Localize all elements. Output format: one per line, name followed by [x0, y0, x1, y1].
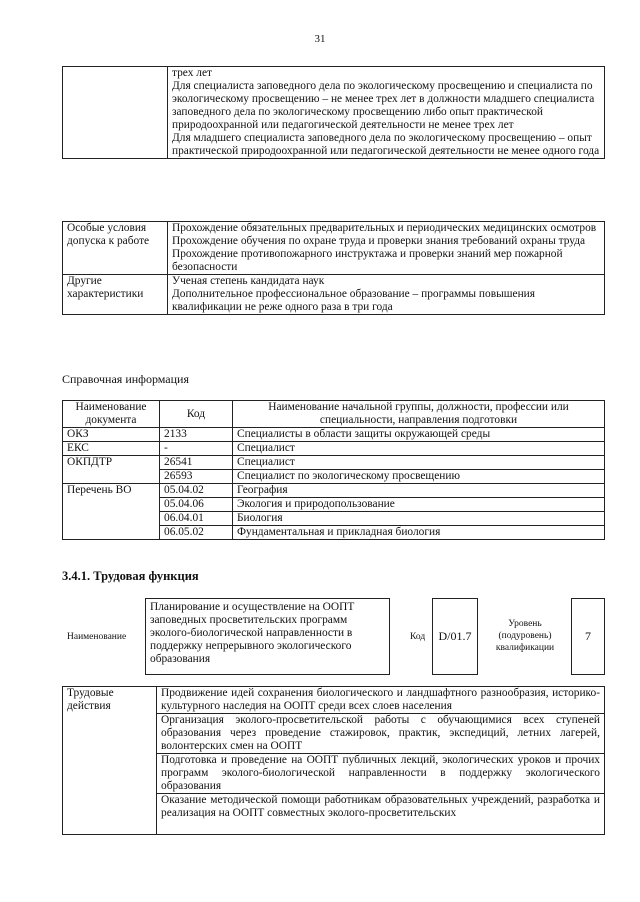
- function-level-value: [571, 598, 605, 675]
- table-row: [63, 442, 605, 456]
- labor-action-item: Организация эколого-просветительской работы с обучающимися всех ступеней образования через проведение стажировок, практик, экспедиций, летних лагерей, волонтерских смен на ООПТ: [157, 714, 605, 754]
- cell-name: Специалисты в области защиты окружающей среды: [233, 428, 605, 442]
- cell-code: 06.04.01: [160, 512, 233, 526]
- function-name-value: Планирование и осуществление на ООПТ заповедных просветительских программ эколого-биологической направленности в поддержку непрерывного экологического образования: [145, 598, 390, 675]
- header-code: Код: [160, 401, 233, 428]
- cell-name: Биология: [233, 512, 605, 526]
- table-row: [63, 687, 605, 714]
- table-row: [63, 498, 605, 512]
- labor-action-item: Подготовка и проведение на ООПТ публичных лекций, экологических уроков и прочих программ эколого-биологической направленности в поддержку экологического образования: [157, 754, 605, 794]
- cell-name: География: [233, 484, 605, 498]
- condition-item: Прохождение противопожарного инструктажа и проверки знаний мер пожарной безопасности: [172, 248, 563, 273]
- condition-item: Прохождение обучения по охране труда и проверки знания требований охраны труда: [172, 235, 586, 247]
- table-row: [63, 222, 605, 275]
- empty-label-cell: [63, 67, 168, 159]
- cell-doc: ОКПДТР: [63, 456, 160, 470]
- cell-code: 05.04.06: [160, 498, 233, 512]
- cell-code: 05.04.02: [160, 484, 233, 498]
- cell-code: 26593: [160, 470, 233, 484]
- page-number: 31: [314, 33, 326, 45]
- conditions-table: [62, 221, 605, 315]
- cell-doc: ЕКС: [63, 442, 160, 456]
- requirements-table-continued: [62, 66, 605, 159]
- table-row: [63, 512, 605, 526]
- cell-name: Специалист: [233, 456, 605, 470]
- characteristic-item: Ученая степень кандидата наук: [172, 275, 325, 287]
- experience-cell: [168, 67, 605, 159]
- table-row: [63, 275, 605, 315]
- labor-action-item-cut: [157, 794, 605, 835]
- function-code-value: [432, 598, 478, 675]
- table-row: [63, 526, 605, 540]
- cell-doc: [63, 470, 160, 484]
- table-row: [63, 456, 605, 470]
- cell-doc: Перечень ВО: [63, 484, 160, 498]
- table-row: [63, 67, 605, 159]
- cell-code: 26541: [160, 456, 233, 470]
- special-conditions-label: Особые условия допуска к работе: [63, 222, 168, 275]
- cell-doc: [63, 498, 160, 512]
- other-characteristics-label: Другие характеристики: [63, 275, 168, 315]
- cell-code: -: [160, 442, 233, 456]
- cell-name: Специалист: [233, 442, 605, 456]
- function-level-text: 7: [585, 629, 591, 643]
- cell-name: Специалист по экологическому просвещению: [233, 470, 605, 484]
- header-doc: Наименование документа: [63, 401, 160, 428]
- other-characteristics-cell: [168, 275, 605, 315]
- reference-table: [62, 400, 605, 540]
- labor-actions-label: Трудовые действия: [63, 687, 157, 835]
- cell-code: 06.05.02: [160, 526, 233, 540]
- labor-action-item: Продвижение идей сохранения биологического и ландшафтного разнообразия, историко-культурного наследия на ООПТ среди всех слоев населения: [157, 687, 605, 714]
- special-conditions-cell: [168, 222, 605, 275]
- cell-name: Фундаментальная и прикладная биология: [233, 526, 605, 540]
- table-row: [63, 484, 605, 498]
- experience-line: трех лет: [172, 67, 212, 79]
- table-row: [63, 470, 605, 484]
- cell-code: 2133: [160, 428, 233, 442]
- labor-action-text: Оказание методической помощи работникам образовательных учреждений, разработка и реализация на ООПТ совместных эколого-просветительских: [161, 794, 600, 819]
- function-code-text: D/01.7: [438, 629, 472, 643]
- header-name: Наименование начальной группы, должности, профессии или специальности, направления подготовки: [233, 401, 605, 428]
- cell-doc: [63, 526, 160, 540]
- cell-name: Экология и природопользование: [233, 498, 605, 512]
- function-level-label: Уровень (подуровень) квалификации: [495, 619, 555, 653]
- condition-item: Прохождение обязательных предварительных и периодических медицинских осмотров: [172, 222, 597, 234]
- function-code-label: Код: [410, 632, 426, 642]
- table-row: [63, 428, 605, 442]
- cell-doc: ОКЗ: [63, 428, 160, 442]
- reference-heading: Справочная информация: [62, 372, 189, 386]
- function-name-label: Наименование: [67, 632, 127, 642]
- experience-line: Для младшего специалиста заповедного дела по экологическому просвещению – опыт практической природоохранной или педагогической деятельности не менее одного года: [172, 132, 600, 157]
- experience-line: Для специалиста заповедного дела по экологическому просвещению и специалиста по экологическому просвещению – не менее трех лет в должности младшего специалиста заповедного дела по экологическому просвещению либо опыт практической природоохранной или педагогической деятельности не менее трех лет: [172, 80, 595, 131]
- characteristic-item: Дополнительное профессиональное образование – программы повышения квалификации не реже одного раза в три года: [172, 288, 535, 313]
- cell-doc: [63, 512, 160, 526]
- table-header-row: [63, 401, 605, 428]
- labor-actions-table: [62, 686, 605, 835]
- section-title: 3.4.1. Трудовая функция: [62, 569, 199, 583]
